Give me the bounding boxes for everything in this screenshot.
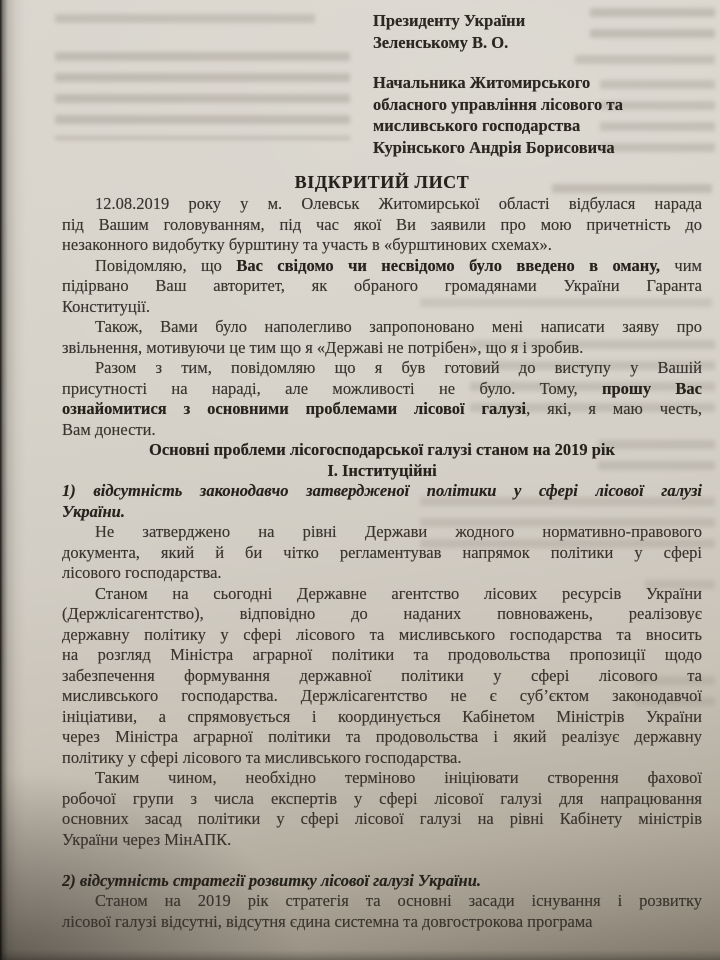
sender-line: Начальника Житомирського: [373, 73, 591, 92]
paragraph-line: [62, 215, 702, 236]
paragraph-line: [62, 584, 702, 605]
emphasized-text: прошу Вас: [601, 378, 702, 398]
text-segment: (Держлісагентство), відповідно до наданих повноважень, реалізовує: [62, 604, 702, 623]
numbered-item-line: [62, 481, 702, 502]
emphasized-text: ознайомитися з основними проблемами лісової галузі: [62, 399, 527, 418]
paragraph-line: [62, 666, 702, 687]
text-segment: Також, Вами було наполегливо запропоновано мені написати заяву про: [95, 317, 702, 336]
paragraph-line: [62, 235, 702, 256]
text-segment: мисливського господарства. Держлісагентство не є суб’єктом законодавчої: [62, 686, 702, 705]
text-segment: 12.08.2019 року у м. Олевськ Житомирської області відбулася нарада: [95, 194, 702, 213]
recipient-line: Зеленському В. О.: [373, 32, 509, 52]
paragraph-line: [62, 399, 702, 420]
text-segment: присутності на нараді, але можливості не було. Тому,: [62, 378, 602, 398]
paragraph-line: [62, 604, 702, 625]
paragraph-line: [62, 809, 702, 830]
sender-lines: [373, 72, 623, 158]
paragraph-line: [62, 358, 702, 379]
paragraph-line: [62, 707, 702, 728]
text-segment: , які, я маю честь,: [526, 399, 702, 418]
letter-title: ВІДКРИТИЙ ЛИСТ: [294, 172, 470, 192]
text-segment: державну політику у сфері лісового та мисливського господарства та вносить: [62, 624, 702, 644]
paragraph-line: [62, 563, 702, 584]
text-segment: під Вашим головуванням, під час якої Ви заявили про мою причетність до: [62, 214, 702, 234]
sender-line: Курінського Андрія Борисовича: [373, 137, 615, 157]
paragraph-line: [62, 645, 702, 666]
text-segment: 1) відсутність законодавчо затвердженої політики у сфері лісової галузі: [62, 481, 702, 500]
paragraph-line: [62, 256, 702, 277]
recipient-lines: [373, 10, 623, 53]
text-segment: Не затверджено на рівні Держави жодного нормативно-правового: [95, 522, 702, 541]
paragraph-line: [62, 338, 702, 359]
paragraph-line: [62, 297, 702, 318]
paragraph-line: [62, 317, 702, 338]
paragraph-line: [62, 727, 702, 748]
paragraph-line: [62, 522, 702, 543]
text-segment: забезпечення формування державної політики у сфері лісового та: [62, 665, 702, 685]
text-segment: Станом на 2019 рік стратегія та основні засади існування і розвитку: [95, 891, 702, 910]
text-segment: незаконного видобутку бурштину та участь в «бурштинових схемах».: [62, 235, 552, 254]
text-segment: ініціативи, а спрямовується і координується Кабінетом Міністрів України: [62, 706, 702, 726]
text-segment: України.: [62, 501, 125, 521]
emphasized-text: Вас свідомо чи несвідомо було введено в оману,: [236, 255, 661, 275]
text-segment: основних засад політики у сфері лісової галузі на рівні Кабінету міністрів: [62, 809, 702, 828]
paragraph-line: [62, 891, 702, 912]
text-segment: 2) відсутність стратегії розвитку лісової галузі України.: [62, 870, 481, 890]
paragraph-line: [62, 748, 702, 769]
text-segment: документа, який й би чітко регламентував напрямок політики у сфері: [62, 542, 702, 562]
numbered-item-line: [62, 871, 702, 892]
text-segment: Таким чином, необхідно терміново ініціювати створення фахової: [95, 768, 702, 787]
paragraph-line: [62, 912, 702, 933]
sender-line: мисливського господарства: [373, 116, 581, 135]
text-segment: політику у сфері лісового та мисливського господарства.: [62, 747, 462, 767]
text-segment: І. Інституційні: [327, 460, 437, 480]
paragraph-line: [62, 789, 702, 810]
text-segment: підірвано Ваш авторитет, як обраного громадянами України Гаранта: [62, 276, 702, 295]
numbered-item-line: [62, 502, 702, 523]
recipient-block: [373, 10, 623, 158]
paragraph-line: [62, 625, 702, 646]
paragraph-line: [62, 194, 702, 215]
text-segment: Повідомляю, що: [95, 255, 237, 275]
paragraph-line: [62, 276, 702, 297]
blank-line: [62, 850, 702, 871]
paragraph-line: [62, 830, 702, 851]
text-segment: Вам донести.: [62, 419, 156, 439]
text-segment: Станом на сьогодні Державне агентство лісових ресурсів України: [95, 583, 702, 603]
paragraph-line: [62, 543, 702, 564]
sender-line: обласного управління лісового та: [373, 94, 623, 114]
text-segment: на розгляд Міністра аграрної політики та продовольства пропозиції щодо: [62, 645, 702, 664]
text-segment: через Міністра аграрної політики та продовольства і який реалізує державну: [62, 727, 702, 746]
address-gap: [373, 53, 623, 72]
text-segment: лісового господарства.: [62, 563, 222, 582]
paragraph-line: [62, 768, 702, 789]
text-segment: України через МінАПК.: [62, 829, 232, 849]
section-heading-line: [62, 461, 702, 482]
text-segment: Конституції.: [62, 296, 150, 316]
recipient-line: Президенту України: [373, 11, 526, 30]
text-segment: Основні проблеми лісогосподарської галузі станом на 2019 рік: [149, 440, 615, 459]
text-segment: звільнення, мотивуючи це тим що я «Державі не потрібен», що я і зробив.: [62, 337, 584, 357]
letter-body: [62, 194, 702, 932]
paragraph-line: [62, 686, 702, 707]
text-segment: чим: [660, 255, 702, 275]
text-segment: робочої групи з числа експертів у сфері лісової галузі для напрацювання: [62, 788, 702, 808]
text-segment: лісової галузі відсутні, відсутня єдина системна та довгострокова програма: [62, 911, 593, 931]
text-segment: Разом з тим, повідомляю що я був готовий до виступу у Вашій: [95, 358, 702, 377]
section-heading-line: [62, 440, 702, 461]
paragraph-line: [62, 420, 702, 441]
paragraph-line: [62, 379, 702, 400]
